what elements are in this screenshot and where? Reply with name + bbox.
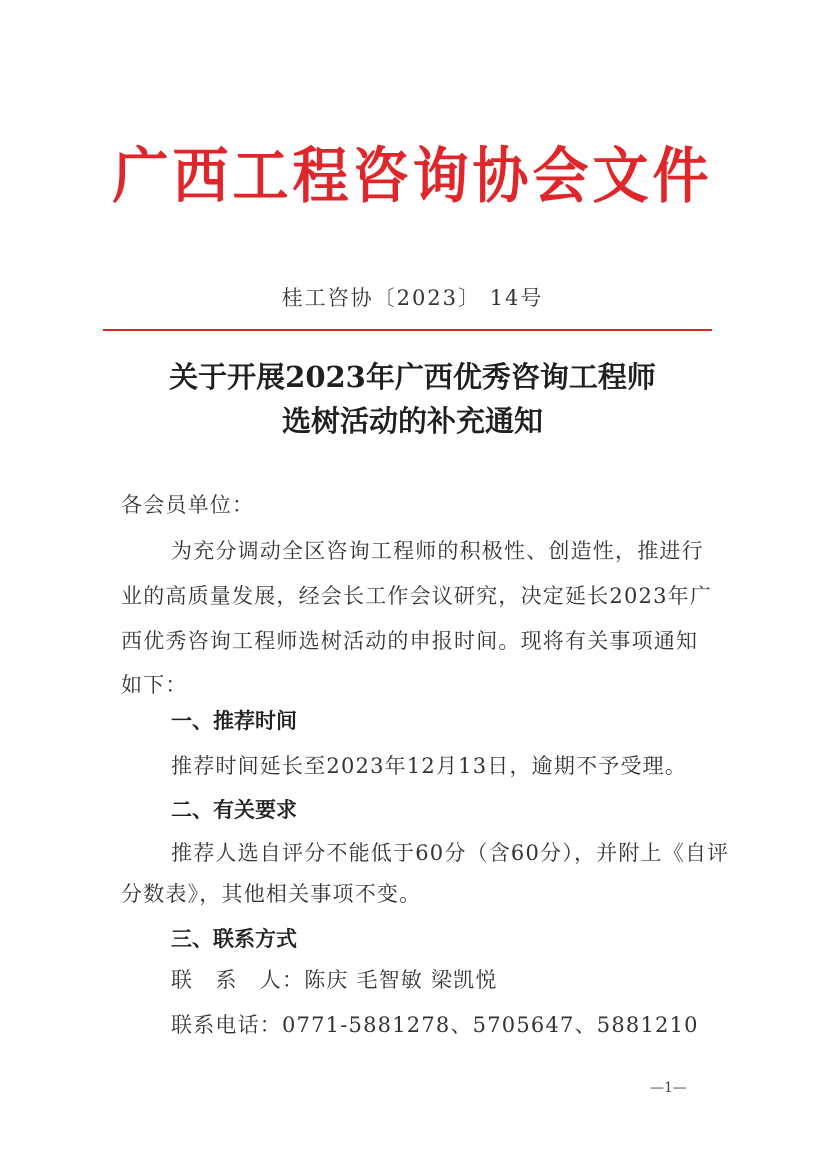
- section-1-line-1: 推荐时间延长至2023年12月13日，逾期不予受理。: [171, 754, 688, 778]
- document-title-line-2: 选树活动的补充通知: [281, 404, 543, 438]
- red-divider: [103, 329, 712, 331]
- document-title-line-1: 关于开展2023年广西优秀咨询工程师: [169, 360, 656, 394]
- salutation: 各会员单位：: [121, 493, 255, 517]
- page-number: —1—: [650, 1080, 687, 1096]
- intro-line-1: 为充分调动全区咨询工程师的积极性、创造性，推进行: [171, 539, 704, 563]
- section-2-line-2: 分数表》，其他相关事项不变。: [121, 882, 422, 906]
- contact-phone-line: 联系电话：0771-5881278、5705647、5881210: [171, 1013, 699, 1037]
- intro-line-2: 业的高质量发展，经会长工作会议研究，决定延长2023年广: [121, 584, 713, 608]
- contact-person-line: 联 系 人：陈庆 毛智敏 梁凯悦: [171, 968, 498, 992]
- intro-line-3: 西优秀咨询工程师选树活动的申报时间。现将有关事项通知: [121, 629, 699, 653]
- section-2-line-1: 推荐人选自评分不能低于60分（含60分），并附上《自评: [171, 841, 730, 865]
- intro-line-4: 如下：: [121, 673, 188, 697]
- doc-number: 桂工咨协〔2023〕 14号: [281, 286, 544, 310]
- section-heading-3: 三、联系方式: [171, 927, 297, 951]
- section-heading-2: 二、有关要求: [171, 798, 297, 822]
- section-heading-1: 一、推荐时间: [171, 709, 297, 733]
- org-title: 广西工程咨询协会文件: [112, 140, 713, 212]
